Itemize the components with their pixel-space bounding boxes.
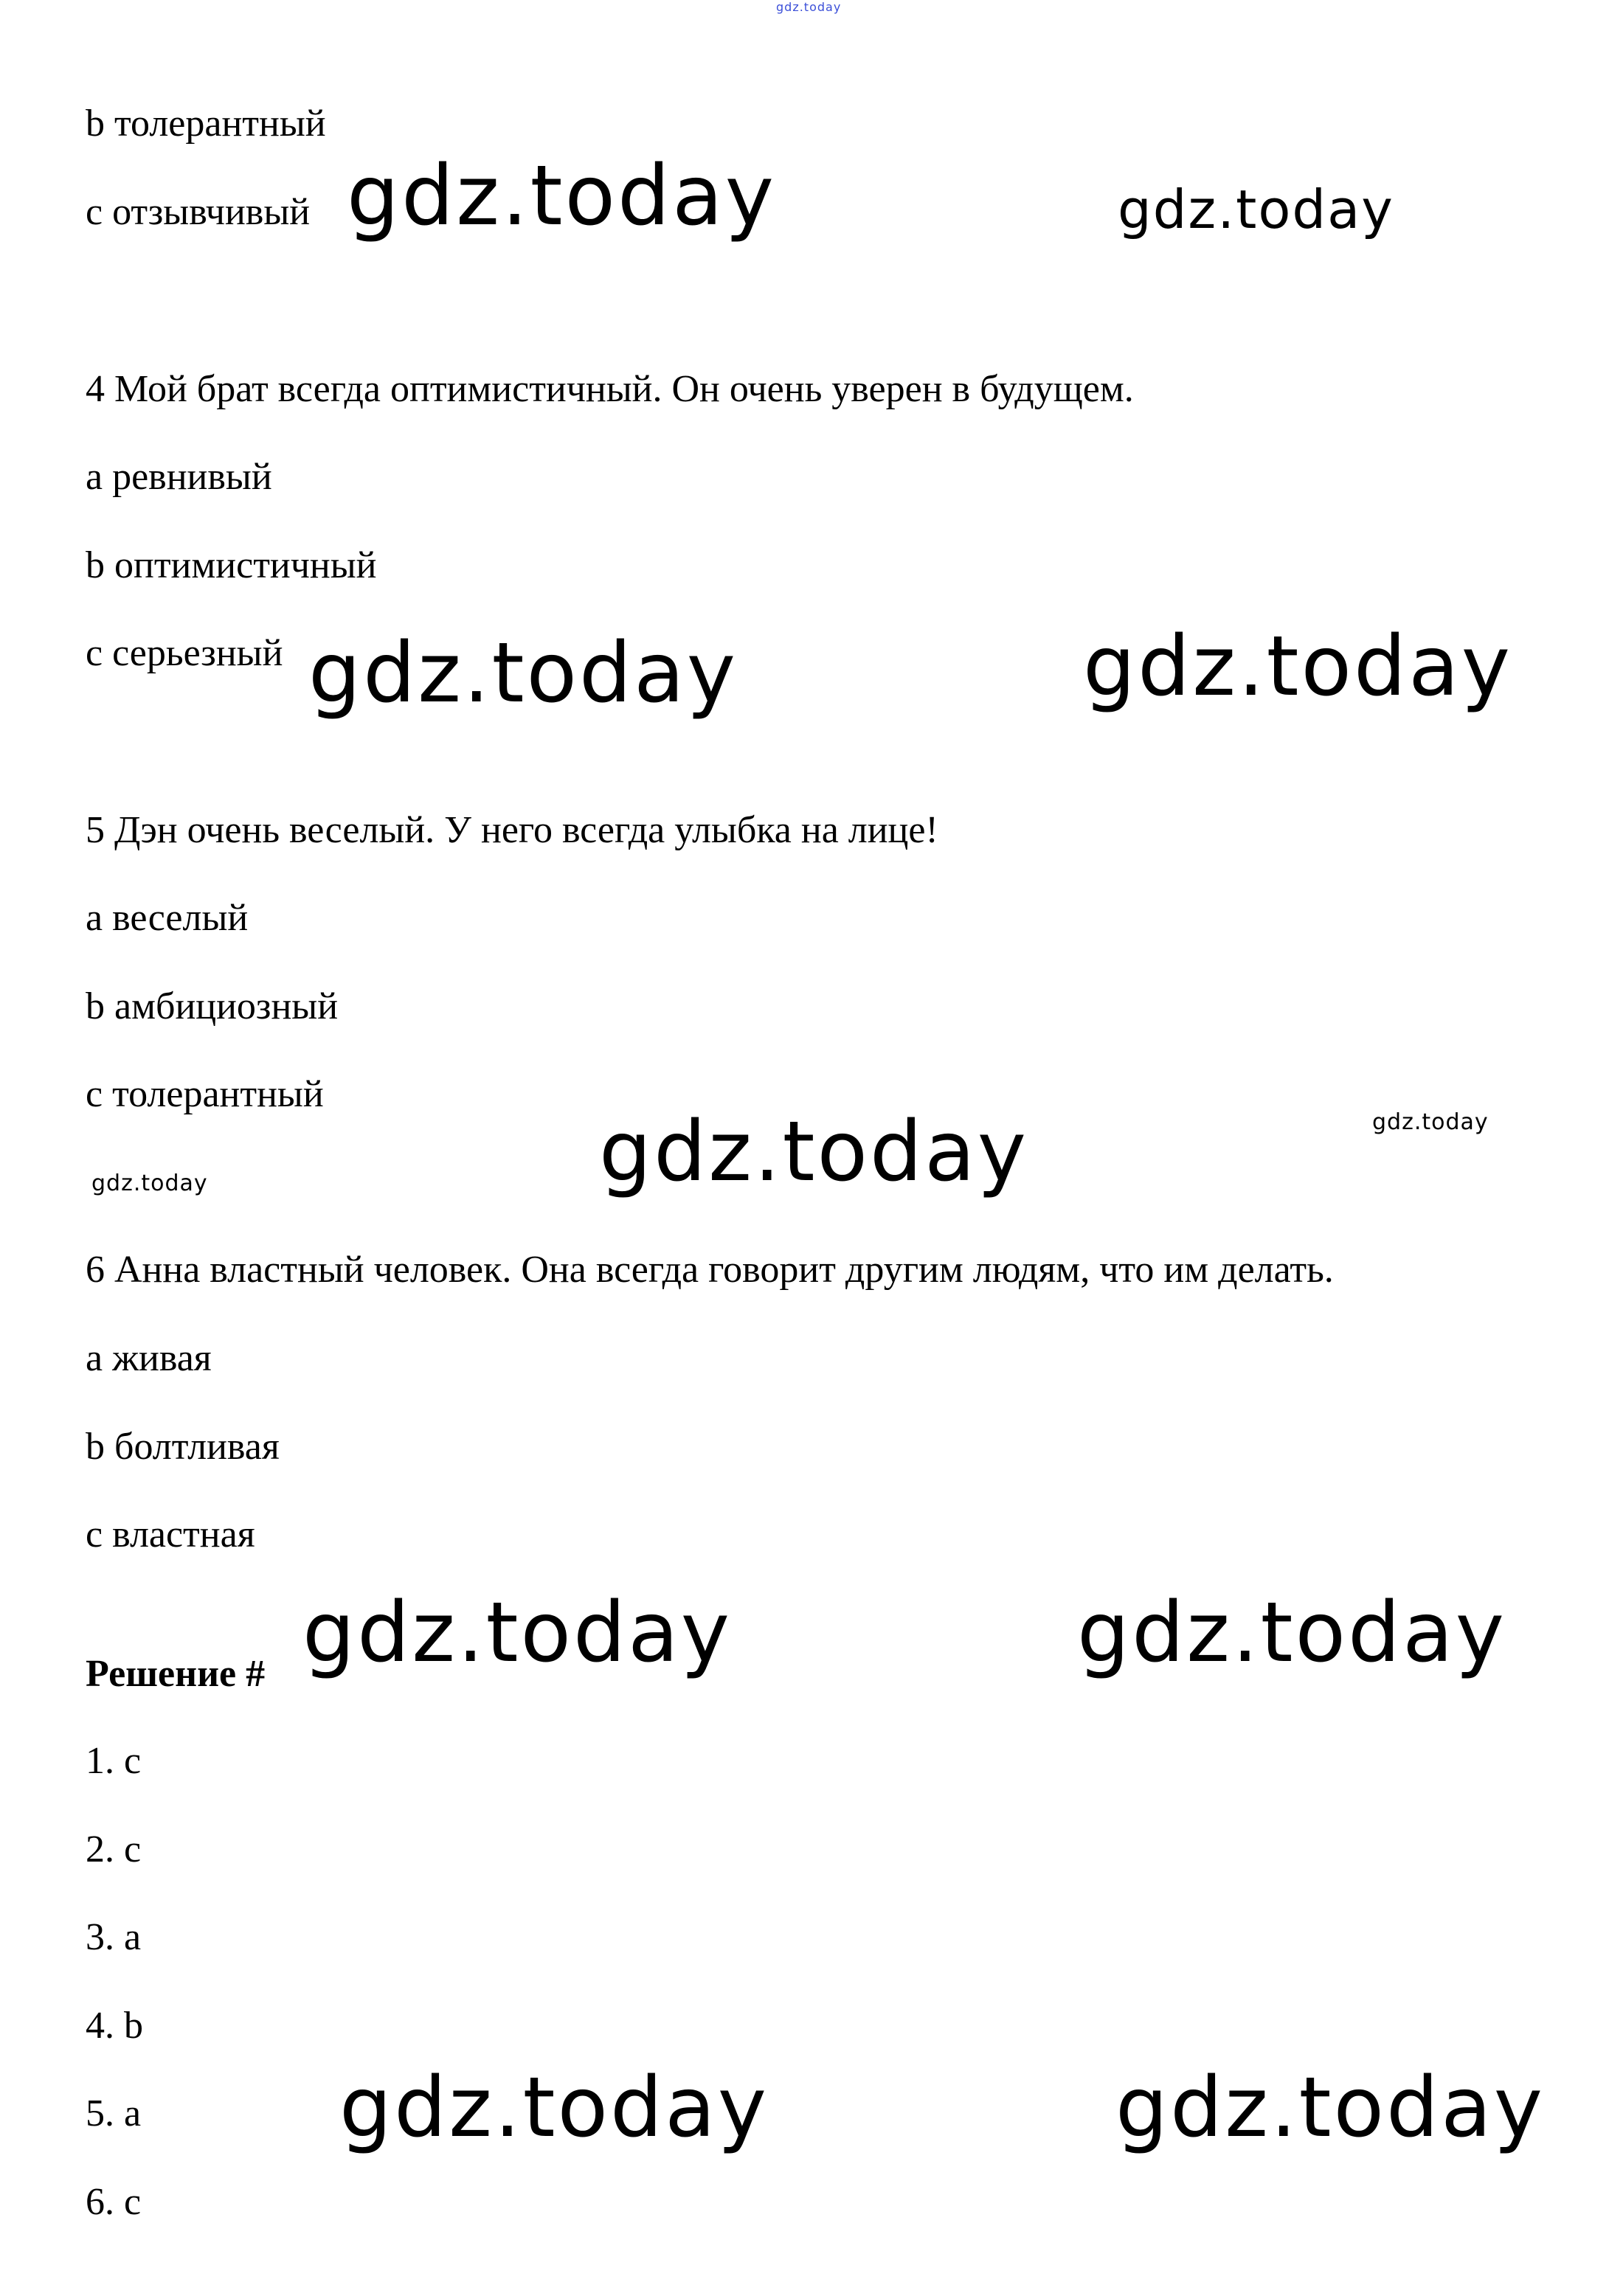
answer-item: 2. c: [86, 1828, 142, 1870]
watermark: gdz.today: [302, 1585, 733, 1681]
option-text: b амбициозный: [86, 985, 339, 1027]
watermark: gdz.today: [1083, 619, 1513, 715]
watermark: gdz.today: [1077, 1585, 1507, 1681]
answer-item: 6. c: [86, 2181, 142, 2223]
watermark: gdz.today: [347, 148, 777, 244]
option-text: b оптимистичный: [86, 544, 377, 586]
question-text: 6 Анна властный человек. Она всегда говорит другим людям, что им делать.: [86, 1249, 1334, 1291]
watermark: gdz.today: [91, 1170, 208, 1196]
answer-item: 5. a: [86, 2092, 142, 2134]
option-text: c отзывчивый: [86, 191, 311, 233]
option-text: a ревнивый: [86, 456, 272, 498]
answer-item: 3. a: [86, 1916, 142, 1958]
option-text: c властная: [86, 1513, 255, 1555]
watermark: gdz.today: [599, 1104, 1029, 1200]
watermark: gdz.today: [1118, 178, 1394, 240]
option-text: a веселый: [86, 897, 249, 939]
question-text: 4 Мой брат всегда оптимистичный. Он очень уверен в будущем.: [86, 368, 1134, 410]
watermark: gdz.today: [339, 2060, 769, 2156]
option-text: c серьезный: [86, 632, 283, 674]
option-text: b болтливая: [86, 1426, 280, 1468]
watermark: gdz.today: [1115, 2060, 1546, 2156]
option-text: c толерантный: [86, 1073, 324, 1115]
watermark: gdz.today: [1372, 1109, 1489, 1135]
watermark: gdz.today: [308, 625, 738, 721]
solution-heading: Решение #: [86, 1653, 266, 1695]
answer-item: 1. c: [86, 1740, 142, 1782]
answer-item: 4. b: [86, 2005, 143, 2047]
question-text: 5 Дэн очень веселый. У него всегда улыбка на лице!: [86, 809, 938, 851]
option-text: a живая: [86, 1337, 212, 1379]
watermark-top: gdz.today: [776, 0, 842, 14]
option-text: b толерантный: [86, 103, 326, 145]
